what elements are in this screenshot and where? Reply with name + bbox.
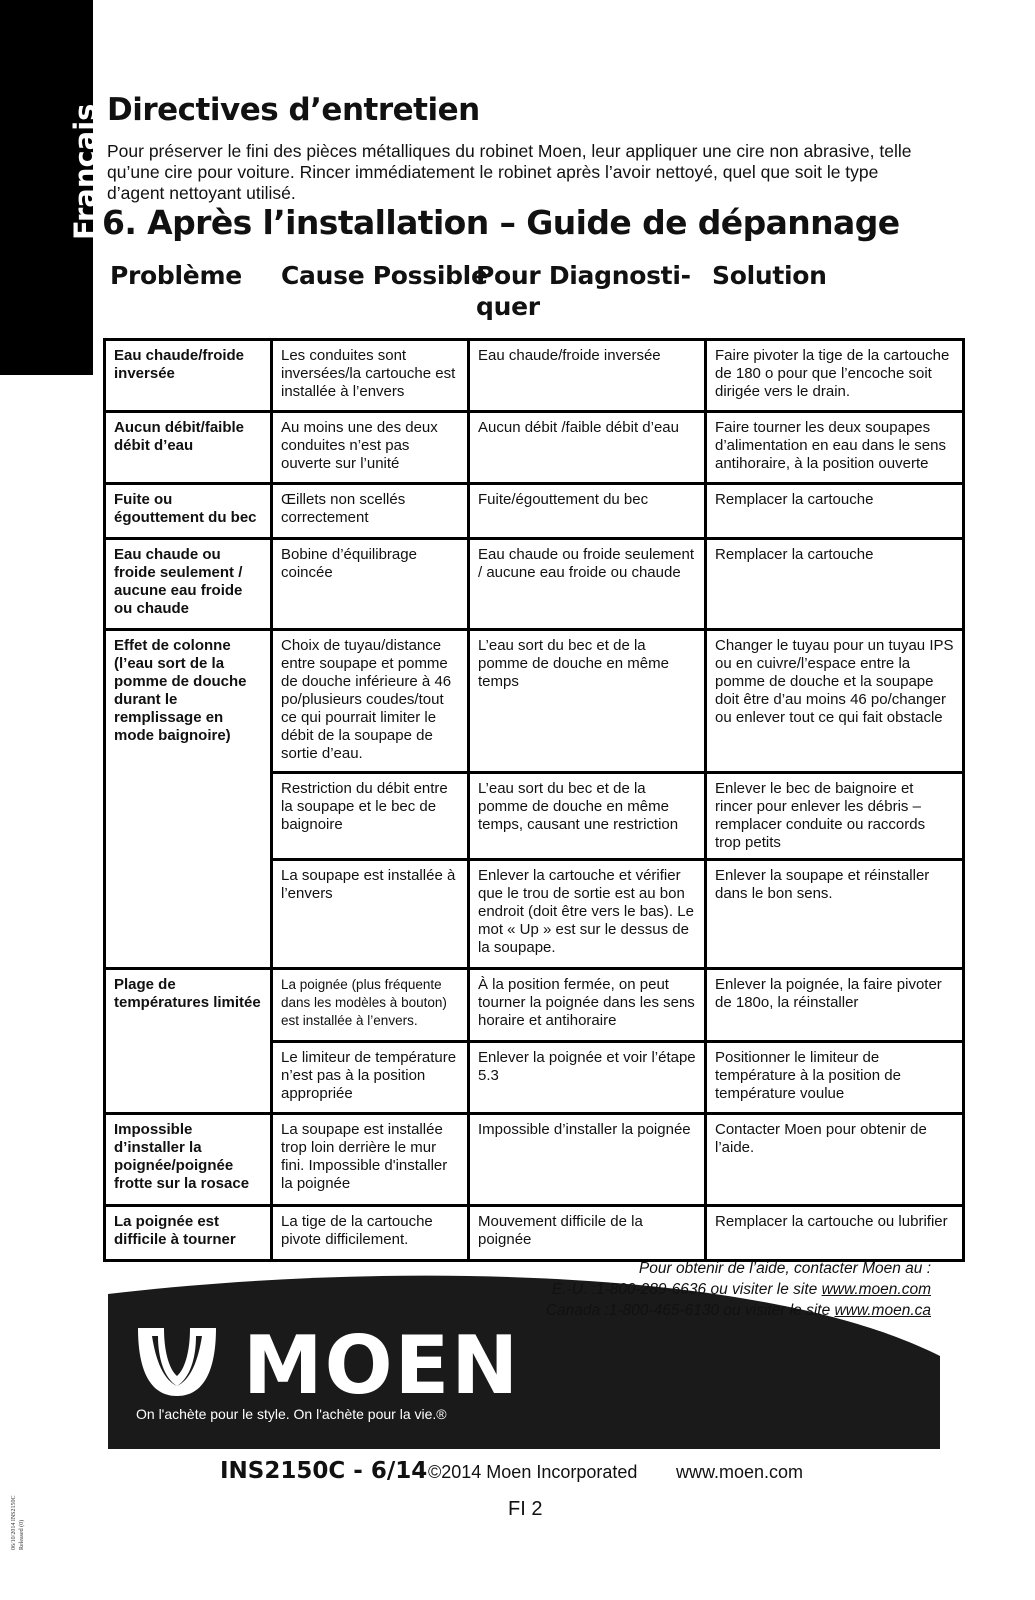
solution-cell: Remplacer la cartouche [706,539,964,630]
solution-cell: Contacter Moen pour obtenir de l’aide. [706,1114,964,1206]
cause-cell: Les conduites sont inversées/la cartouche est installée à l’envers [272,340,469,412]
diagnose-cell: L’eau sort du bec et de la pomme de douche en même temps [469,630,706,773]
help-contact [546,1258,931,1321]
cause-cell: Au moins une des deux conduites n’est pas ouverte sur l’unité [272,412,469,484]
language-tab-label: Français [68,103,102,240]
diagnose-cell: L’eau sort du bec et de la pomme de douche en même temps, causant une restriction [469,773,706,860]
diagnose-cell: Enlever la cartouche et vérifier que le trou de sortie est au bon endroit (doit être vers le bas). Le mot « Up » est sur le dessus de la soupape. [469,860,706,969]
moen-ca-link[interactable]: www.moen.ca [834,1302,931,1319]
problem-cell: Fuite ou égouttement du bec [105,484,272,539]
table-row [105,630,964,773]
help-intro: Pour obtenir de l’aide, contacter Moen au : [638,1260,931,1277]
solution-cell: Enlever la poignée, la faire pivoter de 180o, la réinstaller [706,969,964,1042]
footer-website: www.moen.com [676,1462,804,1482]
diagnose-cell: Aucun débit /faible débit d’eau [469,412,706,484]
cause-cell: Choix de tuyau/distance entre soupape et pomme de douche inférieure à 46 po/plusieurs coudes/tout ce qui pourrait limiter le débit de la soupape de sortie d’eau. [272,630,469,773]
table-row [105,539,964,630]
solution-cell: Remplacer la cartouche [706,484,964,539]
troubleshooting-table [103,338,965,1262]
cause-cell: Bobine d’équilibrage coincée [272,539,469,630]
section-title: 6. Après l’installation – Guide de dépannage [102,203,900,242]
cause-cell: La soupape est installée à l’envers [272,860,469,969]
help-canada: Canada :1-800-465-6130 ou visiter le site www.moen.ca [545,1302,931,1319]
solution-cell: Enlever le bec de baignoire et rincer pour enlever les débris – remplacer conduite ou raccords trop petits [706,773,964,860]
table-row [105,340,964,412]
cause-cell: Restriction du débit entre la soupape et le bec de baignoire [272,773,469,860]
diagnose-cell: Fuite/égouttement du bec [469,484,706,539]
language-tab [0,0,102,375]
solution-cell: Positionner le limiteur de température à la position de température voulue [706,1042,964,1114]
problem-cell: Impossible d’installer la poignée/poignée frotte sur la rosace [105,1114,272,1206]
table-row [105,969,964,1042]
diagnose-cell: Enlever la poignée et voir l’étape 5.3 [469,1042,706,1114]
diagnose-cell: Eau chaude ou froide seulement / aucune eau froide ou chaude [469,539,706,630]
moen-us-link[interactable]: www.moen.com [821,1281,931,1298]
cause-cell: Le limiteur de température n’est pas à la position appropriée [272,1042,469,1114]
copyright: ©2014 Moen Incorporated [428,1462,638,1482]
table-row [105,1114,964,1206]
page-number: FI 2 [508,1498,543,1520]
cause-cell: La tige de la cartouche pivote difficilement. [272,1206,469,1261]
column-header-cause: Cause Possible [281,261,488,290]
solution-cell: Remplacer la cartouche ou lubrifier [706,1206,964,1261]
table-row [105,412,964,484]
cause-cell: Œillets non scellés correctement [272,484,469,539]
cause-cell: La soupape est installée trop loin derrière le mur fini. Impossible d'installer la poignée [272,1114,469,1206]
solution-cell: Changer le tuyau pour un tuyau IPS ou en cuivre/l’espace entre la pomme de douche et la soupape doit être d’au moins 46 po/changer ou enlever tout ce qui fait obstacle [706,630,964,773]
cause-cell: La poignée (plus fréquente dans les modèles à bouton) est installée à l’envers. [272,969,469,1042]
column-header-problem: Problème [110,261,242,290]
problem-cell: Eau chaude ou froide seulement / aucune eau froide ou chaude [105,539,272,630]
problem-cell: La poignée est difficile à tourner [105,1206,272,1261]
moen-logo-icon [134,1324,220,1400]
maintenance-body: Pour préserver le fini des pièces métalliques du robinet Moen, leur appliquer une cire non abrasive, telle qu’une cire pour voiture. Rincer immédiatement le robinet après l’avoir nettoyé, quel que soit le type d’agent nettoyant utilisé. [107,141,912,203]
problem-cell: Plage de températures limitée [105,969,272,1114]
column-header-solution: Solution [712,261,827,290]
diagnose-cell: À la position fermée, on peut tourner la poignée dans les sens horaire et antihoraire [469,969,706,1042]
help-us: É.-U. :1-800-289-6636 ou visiter le site www.moen.com [551,1281,931,1298]
column-header-diagnose: Pour Diagnosti-quer [476,261,691,321]
moen-wordmark: MOEN [243,1319,521,1412]
problem-cell: Aucun débit/faible débit d’eau [105,412,272,484]
diagnose-cell: Mouvement difficile de la poignée [469,1206,706,1261]
table-row [105,484,964,539]
problem-cell: Eau chaude/froide inversée [105,340,272,412]
print-stamp: 06/10/2014 INS2150C Released (0) [11,1495,25,1550]
maintenance-title: Directives d’entretien [107,92,480,128]
solution-cell: Faire tourner les deux soupapes d’alimentation en eau dans le sens antihoraire, à la position ouverte [706,412,964,484]
document-code: INS2150C - 6/14 [220,1458,428,1484]
diagnose-cell: Eau chaude/froide inversée [469,340,706,412]
solution-cell: Enlever la soupape et réinstaller dans le bon sens. [706,860,964,969]
brand-tagline: On l'achète pour le style. On l'achète pour la vie.® [136,1406,447,1422]
table-row [105,1206,964,1261]
problem-cell: Effet de colonne (l’eau sort de la pomme de douche durant le remplissage en mode baignoire) [105,630,272,969]
diagnose-cell: Impossible d’installer la poignée [469,1114,706,1206]
solution-cell: Faire pivoter la tige de la cartouche de 180 o pour que l’encoche soit dirigée vers le drain. [706,340,964,412]
